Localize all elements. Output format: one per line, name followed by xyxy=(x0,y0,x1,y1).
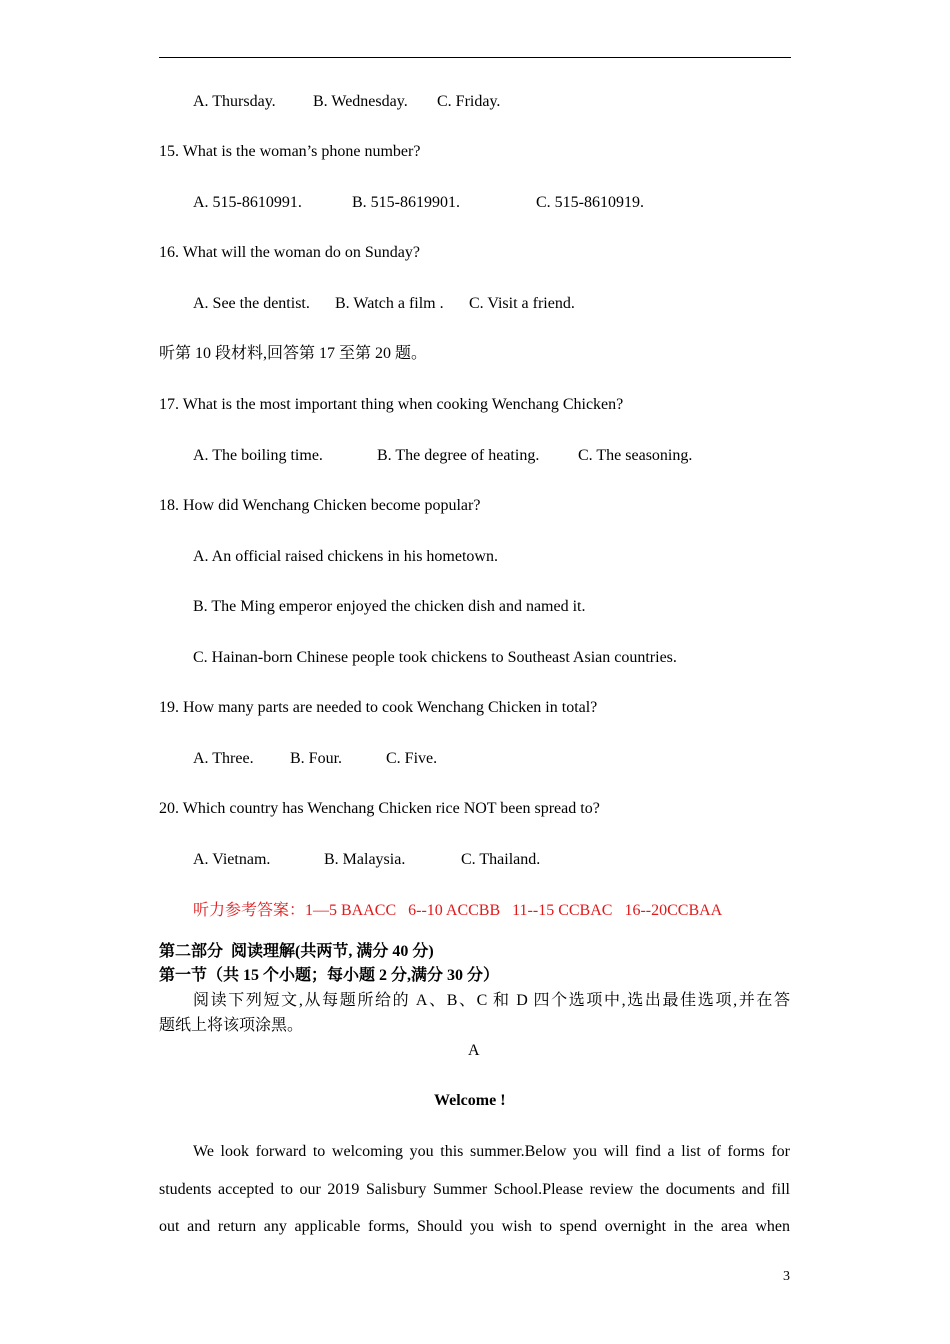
listening-answer-key: 听力参考答案：1—5 BAACC 6--10 ACCBB 11--15 CCBAC 16--20CCBAA xyxy=(193,902,723,919)
passage-label: A xyxy=(468,1042,480,1059)
q18-option-b: B. The Ming emperor enjoyed the chicken dish and named it. xyxy=(193,598,586,615)
section1-heading: 第一节（共 15 个小题；每小题 2 分,满分 30 分） xyxy=(159,967,500,984)
q14-option-b: B. Wednesday. xyxy=(313,93,408,110)
page-number: 3 xyxy=(783,1269,790,1284)
q20-option-b: B. Malaysia. xyxy=(324,851,406,868)
q17-stem: 17. What is the most important thing when cooking Wenchang Chicken? xyxy=(159,396,624,413)
q15-stem: 15. What is the woman’s phone number? xyxy=(159,143,421,160)
reading-instruction-line2: 题纸上将该项涂黑。 xyxy=(159,1017,304,1034)
part2-heading: 第二部分 阅读理解(共两节, 满分 40 分) xyxy=(159,943,434,960)
header-rule xyxy=(159,57,791,58)
q16-stem: 16. What will the woman do on Sunday? xyxy=(159,244,420,261)
q16-option-b: B. Watch a film . xyxy=(335,295,444,312)
q15-option-a: A. 515-8610991. xyxy=(193,194,302,211)
q20-option-a: A. Vietnam. xyxy=(193,851,271,868)
q15-option-c: C. 515-8610919. xyxy=(536,194,644,211)
q14-option-c: C. Friday. xyxy=(437,93,501,110)
q19-option-b: B. Four. xyxy=(290,750,343,767)
q20-stem: 20. Which country has Wenchang Chicken rice NOT been spread to? xyxy=(159,800,600,817)
q19-stem: 19. How many parts are needed to cook Wenchang Chicken in total? xyxy=(159,699,598,716)
q19-option-c: C. Five. xyxy=(386,750,438,767)
q19-option-a: A. Three. xyxy=(193,750,254,767)
q20-option-c: C. Thailand. xyxy=(461,851,541,868)
passage-line-2: students accepted to our 2019 Salisbury Summer School.Please review the documents and fill xyxy=(159,1181,790,1198)
passage-line-3: out and return any applicable forms, Should you wish to spend overnight in the area when xyxy=(159,1218,790,1235)
q18-option-a: A. An official raised chickens in his hometown. xyxy=(193,548,498,565)
q17-option-c: C. The seasoning. xyxy=(578,447,693,464)
q17-option-a: A. The boiling time. xyxy=(193,447,323,464)
q18-stem: 18. How did Wenchang Chicken become popular? xyxy=(159,497,481,514)
q14-option-a: A. Thursday. xyxy=(193,93,276,110)
passage-line-1: We look forward to welcoming you this summer.Below you will find a list of forms for xyxy=(193,1143,790,1160)
q16-option-a: A. See the dentist. xyxy=(193,295,310,312)
q16-option-c: C. Visit a friend. xyxy=(469,295,575,312)
q18-option-c: C. Hainan-born Chinese people took chickens to Southeast Asian countries. xyxy=(193,649,677,666)
passage-title: Welcome ! xyxy=(434,1092,506,1109)
q15-option-b: B. 515-8619901. xyxy=(352,194,460,211)
reading-instruction-line1: 阅读下列短文,从每题所给的 A、B、C 和 D 四个选项中,选出最佳选项,并在答 xyxy=(193,992,790,1009)
section-10-instruction: 听第 10 段材料,回答第 17 至第 20 题。 xyxy=(159,345,428,362)
q17-option-b: B. The degree of heating. xyxy=(377,447,540,464)
